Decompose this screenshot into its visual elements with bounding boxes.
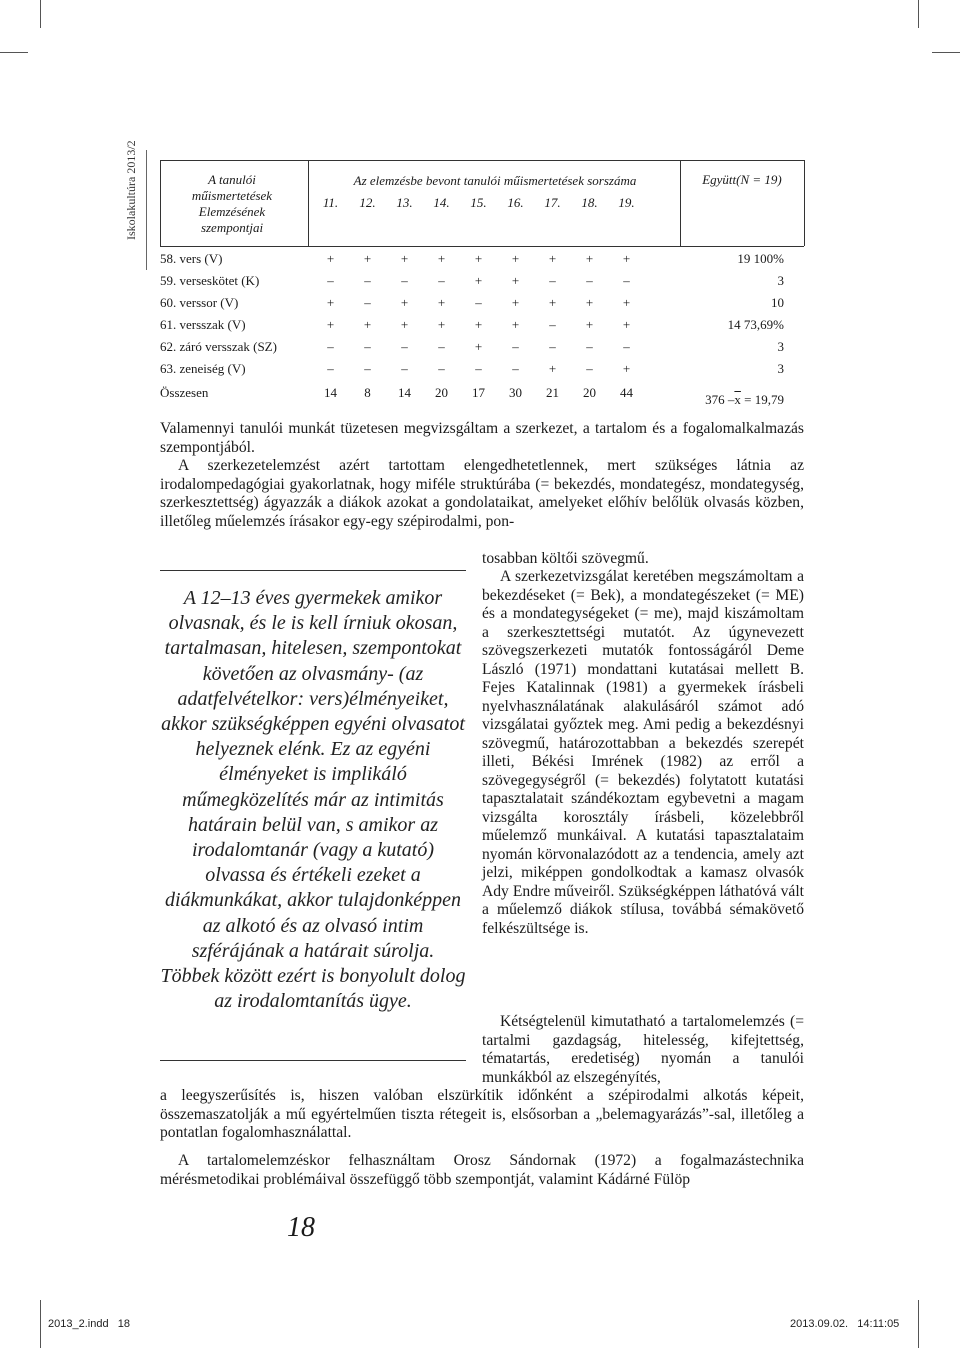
row-total: 10 xyxy=(771,295,784,310)
table-cell: + xyxy=(437,295,446,310)
table-cell: – xyxy=(327,339,334,354)
table-cell: – xyxy=(401,339,408,354)
table-cell: + xyxy=(622,295,631,310)
table-cell: – xyxy=(549,317,556,332)
table-cell: – xyxy=(586,273,593,288)
crop-mark xyxy=(932,52,960,53)
table-cell: – xyxy=(327,361,334,376)
table-cell: + xyxy=(585,251,594,266)
header-line: A tanulói xyxy=(208,172,256,187)
crop-mark xyxy=(918,1300,919,1348)
paragraph-4-cont: a leegyszerűsítés is, hiszen valóban elszürkítik időnként a szépirodalmi alkotás képeit, összemaszatolják a mű egyértelműen tiszta rétegeit is, elsősorban a „belemagyarázás”-sal, illetőleg a pontatlan fogalomhasználattal. xyxy=(160,1087,804,1141)
table-cell: + xyxy=(400,317,409,332)
paragraph-2: A szerkezetelemzést azért tartottam elengedhetetlennek, mert szükséges látnia az irodalompedagógiai gyakorlatnak, hogy miféle struktúrába (= bekezdés, mondategész, mondategység, szerkesztettség) ágyazzák a diákok azokat a gondolataikat, amelyeket előhív belőlük olvasás közben, illetőleg műelemzés írásakor egy-egy szépirodalmi, pon- xyxy=(160,457,804,530)
table-cell: + xyxy=(511,251,520,266)
table-cell: – xyxy=(512,339,519,354)
footer-time: 14:11:05 xyxy=(857,1318,900,1330)
table-cell: + xyxy=(400,251,409,266)
table-cell: + xyxy=(622,251,631,266)
table-cell: – xyxy=(401,361,408,376)
table-cell: + xyxy=(511,317,520,332)
footer-date: 2013.09.02. xyxy=(790,1318,849,1330)
table-sum-row xyxy=(160,382,804,407)
journal-side-label: Iskolakultúra 2013/2 xyxy=(124,140,138,240)
sum-cell: 20 xyxy=(583,385,596,400)
table-cell: – xyxy=(438,273,445,288)
crop-mark xyxy=(40,0,41,28)
column-number: 12. xyxy=(359,195,376,210)
row-total: 3 xyxy=(777,361,784,376)
row-label: 60. verssor (V) xyxy=(160,295,239,310)
pullquote: A 12–13 éves gyermekek amikor olvasnak, és le is kell írniuk okosan, tartalmasan, hitelesen, szempontokat követően az olvasmány- (az adatfelvételkor: vers)élményeiket, akkor szükségképpen egyéni olvasatot helyeznek elénk. Ez az egyéni élményeket is implikáló műmegközelítés már az intimitás határain belül van, s amikor az irodalomtanár (vagy a kutató) olvassa és értékeli ezeket a diákmunkákat, akkor tulajdonképpen az alkotó és az olvasó intim szférájának a határait súrolja. Többek között ezért is bonyolult dolog az irodalomtanítás ügye. xyxy=(160,587,466,1013)
row-cells xyxy=(312,339,678,355)
table-cell: + xyxy=(474,273,483,288)
footer-file: 2013_2.indd xyxy=(48,1318,109,1330)
sum-cell: 8 xyxy=(364,385,371,400)
header-line: Elemzésének xyxy=(198,204,266,219)
row-cells xyxy=(312,273,678,289)
table-top-rule xyxy=(160,160,804,161)
table-cell: + xyxy=(548,295,557,310)
column-number: 19. xyxy=(618,195,635,210)
column-number: 11. xyxy=(322,195,339,210)
table-cell: + xyxy=(585,295,594,310)
row-label: 59. verseskötet (K) xyxy=(160,273,260,288)
sum-label: Összesen xyxy=(160,385,209,400)
table-cell: + xyxy=(326,251,335,266)
sum-cell: 17 xyxy=(472,385,485,400)
row-label: 61. versszak (V) xyxy=(160,317,246,332)
table-cell: + xyxy=(363,317,372,332)
table-cell: – xyxy=(512,361,519,376)
table-cell: + xyxy=(548,251,557,266)
column-number: 13. xyxy=(396,195,413,210)
table-cell: + xyxy=(474,251,483,266)
row-cells xyxy=(312,251,678,267)
table-cell: – xyxy=(364,295,371,310)
table-header-total: Együtt(N = 19) xyxy=(702,172,782,187)
table-cell: + xyxy=(585,317,594,332)
table-cell: + xyxy=(511,273,520,288)
table-cell: – xyxy=(586,361,593,376)
sum-cell: 14 xyxy=(398,385,411,400)
table-cell: + xyxy=(326,295,335,310)
sum-cell: 20 xyxy=(435,385,448,400)
sum-total: 376 $-\overline{x} = 19,79$ xyxy=(705,392,784,407)
footer-page: 18 xyxy=(117,1318,130,1330)
table-row xyxy=(160,248,804,270)
table-row xyxy=(160,358,804,380)
row-total: 3 xyxy=(777,273,784,288)
row-label: 58. vers (V) xyxy=(160,251,223,266)
sum-cell: 30 xyxy=(509,385,522,400)
row-label: 63. zeneiség (V) xyxy=(160,361,246,376)
paragraph-3: A szerkezetvizsgálat keretében megszámoltam a bekezdéseket (= Bek), a mondategészeket (= ME) és a mondategységeket (= me), majd kiszámoltam a szerkesztettségi mutatót. Az úgynevezett szövegszerkezeti mutatók fontosságáról Deme László (1971) mondattani kutatásai mellett B. Fejes Katalinnak (1981) a gyermekek írásbeli nyelvhasználatának alakulásáról számot adó vizsgálatai győztek meg. Ami pedig a bekezdésnyi szövegmű, határozottabban a bekezdés szerepét illeti, Békési Imrének (1982) az erről a szövegegységről (= bekezdés) folytatott kutatási tapasztalatait szándékoztam egybevetni a magam vizsgálta korosztály írásbeli, közelebbről műelemző munkáival. A kutatási tapasztalataim nyomán körvonalazódott az a tendencia, amely azt jelzi, miképpen gondolkodtak a kamasz olvasók Ady Endre műveiről. Szükségképpen láthatóvá vált a műelemző diákok stílusa, továbbá sémakövető felkészültsége is. xyxy=(482,568,804,937)
table-cell: + xyxy=(474,339,483,354)
page-number: 18 xyxy=(287,1212,315,1243)
table-column-numbers xyxy=(312,195,678,211)
sum-cell: 21 xyxy=(546,385,559,400)
row-total: 14 73,69% xyxy=(727,317,784,332)
sum-total-mean: = 19,79 xyxy=(744,392,784,407)
table-cell: + xyxy=(437,251,446,266)
table-cell: – xyxy=(401,273,408,288)
column-number: 14. xyxy=(433,195,450,210)
table-cell: – xyxy=(438,361,445,376)
paragraph-4: Kétségtelenül kimutatható a tartalomelemzés (= tartalmi gazdagság, hitelesség, kifejtettség, tématartás, eredetiség) nyomán a tanulói munkákból az elszegényítés, xyxy=(482,1013,804,1086)
sum-total-count: 376 xyxy=(705,392,725,407)
crop-mark xyxy=(40,1300,41,1348)
table-cell: + xyxy=(326,317,335,332)
table-row xyxy=(160,314,804,336)
paragraph-2-tail: tosabban költői szövegmű. xyxy=(482,550,649,567)
row-label: 62. záró versszak (SZ) xyxy=(160,339,277,354)
column-number: 16. xyxy=(507,195,524,210)
side-rule xyxy=(146,150,147,270)
sum-cell: 44 xyxy=(620,385,633,400)
crop-mark xyxy=(918,0,919,28)
table-cell: – xyxy=(623,273,630,288)
table-cell: – xyxy=(475,361,482,376)
pullquote-bottom-rule xyxy=(160,1060,466,1061)
footer-timestamp xyxy=(790,1318,899,1330)
table-cell: – xyxy=(327,273,334,288)
table-header-works: Az elemzésbe bevont tanulói műismertetések sorszáma xyxy=(353,173,637,188)
row-total: 3 xyxy=(777,339,784,354)
table-row xyxy=(160,292,804,314)
header-line: műismertetések xyxy=(191,188,273,203)
table-cell: + xyxy=(363,251,372,266)
row-cells xyxy=(312,295,678,311)
table-cell: – xyxy=(364,339,371,354)
table-cell: + xyxy=(437,317,446,332)
row-total: 19 100% xyxy=(737,251,784,266)
sum-cells xyxy=(312,385,678,401)
table-cell: – xyxy=(438,339,445,354)
table-cell: + xyxy=(511,295,520,310)
table-cell: – xyxy=(364,361,371,376)
column-number: 18. xyxy=(581,195,598,210)
table-cell: + xyxy=(622,361,631,376)
table-cell: + xyxy=(622,317,631,332)
table-cell: + xyxy=(474,317,483,332)
column-number: 17. xyxy=(544,195,561,210)
table-cell: – xyxy=(623,339,630,354)
table-row xyxy=(160,270,804,292)
table-cell: – xyxy=(364,273,371,288)
paragraph-1: Valamennyi tanulói munkát tüzetesen megvizsgáltam a szerkezet, a tartalom és a fogalomalkalmazás szempontjából. xyxy=(160,420,804,456)
sum-cell: 14 xyxy=(324,385,337,400)
table-cell: – xyxy=(549,273,556,288)
footer-filename xyxy=(48,1318,130,1330)
pullquote-top-rule xyxy=(160,570,466,571)
table-header-rule xyxy=(160,246,804,247)
row-cells xyxy=(312,361,678,377)
paragraph-5: A tartalomelemzéskor felhasználtam Orosz Sándornak (1972) a fogalmazástechnika mérésmetodikai problémáival összefüggő több szempontját, valamint Kádárné Fülöp xyxy=(160,1152,804,1188)
table-right-rule xyxy=(804,160,805,246)
table-cell: + xyxy=(548,361,557,376)
mean-symbol: $\overline{x}$ xyxy=(734,392,741,407)
header-line: szempontjai xyxy=(200,220,264,235)
table-divider xyxy=(680,160,681,246)
table-header-criteria xyxy=(160,172,304,236)
row-cells xyxy=(312,317,678,333)
table-cell: – xyxy=(549,339,556,354)
table-divider xyxy=(308,160,309,246)
table-row xyxy=(160,336,804,358)
table-cell: – xyxy=(586,339,593,354)
column-number: 15. xyxy=(470,195,487,210)
table-cell: + xyxy=(400,295,409,310)
crop-mark xyxy=(0,52,28,53)
table-cell: – xyxy=(475,295,482,310)
